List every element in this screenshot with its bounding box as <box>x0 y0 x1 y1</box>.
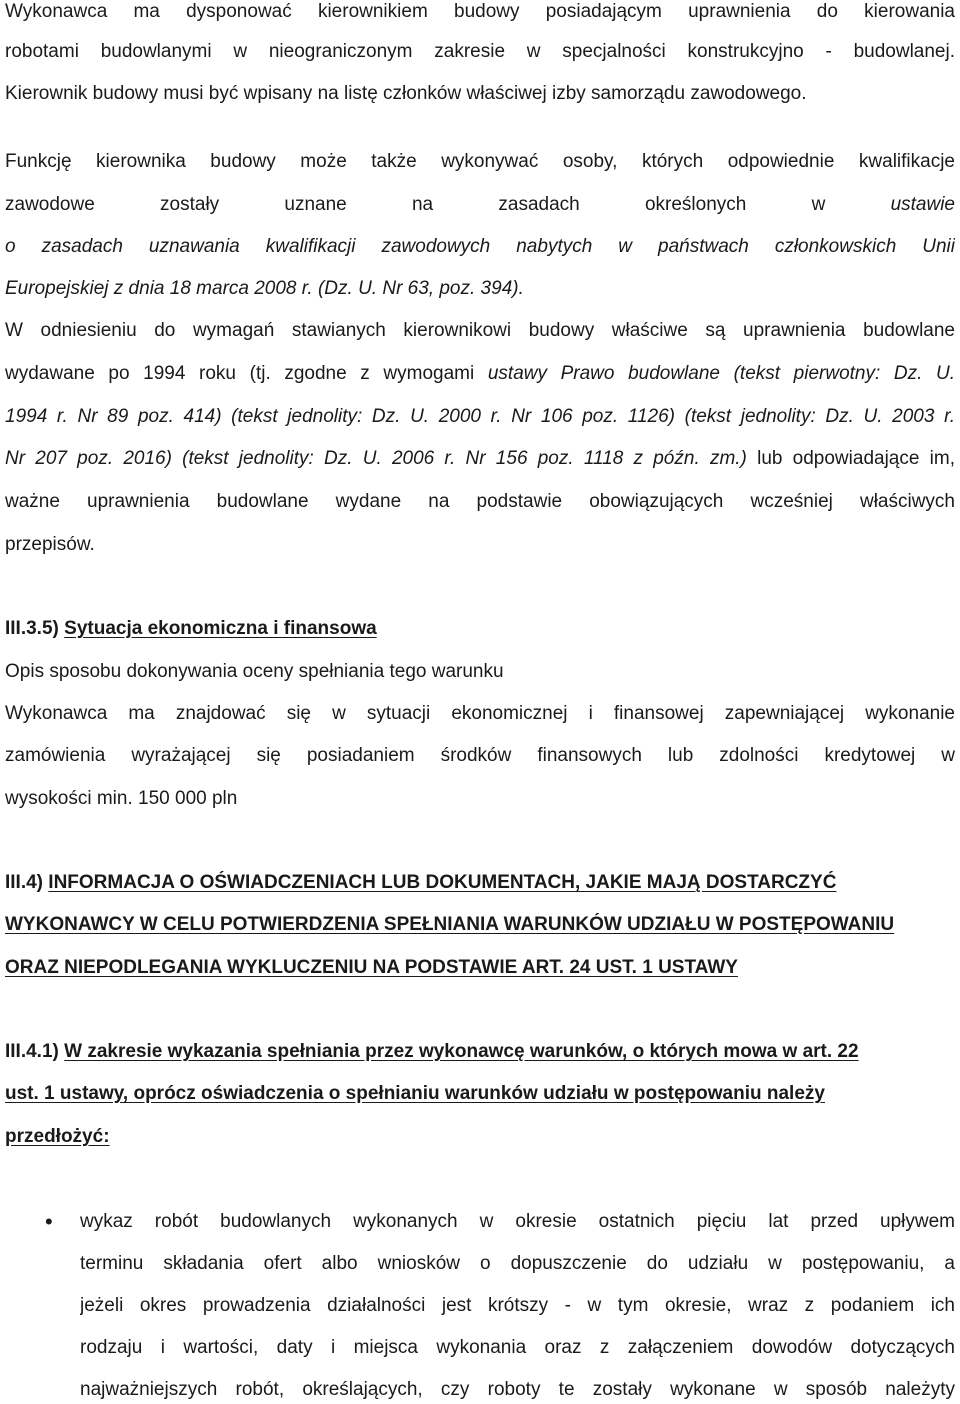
section-number: III.4) <box>5 872 44 893</box>
list-item-line: terminu składania ofert albo wniosków o dopuszczenie do udziału w postępowaniu, a <box>80 1253 955 1274</box>
section-description: Opis sposobu dokonywania oceny spełniania tego warunku <box>5 661 504 682</box>
paragraph-line: Kierownik budowy musi być wpisany na listę członków właściwej izby samorządu zawodowego. <box>5 83 807 104</box>
bold-span: przedłożyć: <box>5 1126 110 1147</box>
paragraph-line: Europejskiej z dnia 18 marca 2008 r. (Dz. U. Nr 63, poz. 394). <box>5 278 524 299</box>
paragraph-line: ważne uprawnienia budowlane wydane na podstawie obowiązujących wcześniej właściwych <box>5 491 955 512</box>
section-number: III.4.1) <box>5 1041 59 1062</box>
text-span: wydawane po 1994 roku (tj. zgodne z wymogami <box>5 363 475 384</box>
section-title-line: ORAZ NIEPODLEGANIA WYKLUCZENIU NA PODSTAWIE ART. 24 UST. 1 USTAWY <box>5 957 738 978</box>
section-heading <box>5 871 955 895</box>
italic-span: Nr 207 poz. 2016) (tekst jednolity: Dz. U. 2006 r. Nr 156 poz. 1118 z późn. zm.) <box>5 448 747 469</box>
section-title: W zakresie wykazania spełniania przez wykonawcę warunków, o których mowa w art. 22 <box>64 1041 859 1062</box>
paragraph-line: 1994 r. Nr 89 poz. 414) (tekst jednolity: Dz. U. 2000 r. Nr 106 poz. 1126) (tekst jednolity: Dz. U. 2003 r. <box>5 406 955 427</box>
paragraph-line: Funkcję kierownika budowy może także wykonywać osoby, których odpowiednie kwalifikacje <box>5 151 955 172</box>
section-title-line: ust. 1 ustawy, oprócz oświadczenia o spełnianiu warunków udziału w postępowaniu należy <box>5 1083 825 1104</box>
paragraph-line: o zasadach uznawania kwalifikacji zawodowych nabytych w państwach członkowskich Unii <box>5 236 955 257</box>
italic-span: ustawie <box>890 194 955 215</box>
list-bullet: • <box>45 1209 53 1234</box>
paragraph-line: Wykonawca ma znajdować się w sytuacji ekonomicznej i finansowej zapewniającej wykonanie <box>5 703 955 724</box>
text-span: lub odpowiadające im, <box>757 448 955 469</box>
italic-span: ustawy Prawo budowlane (tekst pierwotny: Dz. U. <box>487 363 955 384</box>
section-heading <box>5 617 955 641</box>
section-title-line <box>5 1125 955 1149</box>
section-number: III.3.5) <box>5 618 59 639</box>
paragraph-line: przepisów. <box>5 534 95 555</box>
list-item-line: najważniejszych robót, określających, czy roboty te zostały wykonane w sposób należyty <box>80 1379 955 1400</box>
section-title-line: WYKONAWCY W CELU POTWIERDZENIA SPEŁNIANIA WARUNKÓW UDZIAŁU W POSTĘPOWANIU <box>5 914 895 935</box>
paragraph-line: wysokości min. 150 000 pln <box>5 788 238 809</box>
paragraph-line: robotami budowlanymi w nieograniczonym zakresie w specjalności konstrukcyjno - budowlanej. <box>5 41 955 62</box>
list-item-line: wykaz robót budowlanych wykonanych w okresie ostatnich pięciu lat przed upływem <box>80 1211 955 1232</box>
paragraph-line <box>5 193 955 217</box>
paragraph-line <box>5 447 955 471</box>
list-item-line: rodzaju i wartości, daty i miejsca wykonania oraz z załączeniem dowodów dotyczących <box>80 1337 955 1358</box>
section-title: Sytuacja ekonomiczna i finansowa <box>64 618 377 639</box>
list-item-line: jeżeli okres prowadzenia działalności jest krótszy - w tym okresie, wraz z podaniem ich <box>80 1295 955 1316</box>
paragraph-line <box>5 362 955 386</box>
paragraph-line: Wykonawca ma dysponować kierownikiem budowy posiadającym uprawnienia do kierowania <box>5 1 955 22</box>
text-span: zawodowe zostały uznane na zasadach określonych w <box>5 194 826 215</box>
paragraph-line: zamówienia wyrażającej się posiadaniem środków finansowych lub zdolności kredytowej w <box>5 745 955 766</box>
section-title: INFORMACJA O OŚWIADCZENIACH LUB DOKUMENTACH, JAKIE MAJĄ DOSTARCZYĆ <box>48 872 837 893</box>
paragraph-line: W odniesieniu do wymagań stawianych kierownikowi budowy właściwe są uprawnienia budowlane <box>5 320 955 341</box>
section-heading <box>5 1040 955 1064</box>
